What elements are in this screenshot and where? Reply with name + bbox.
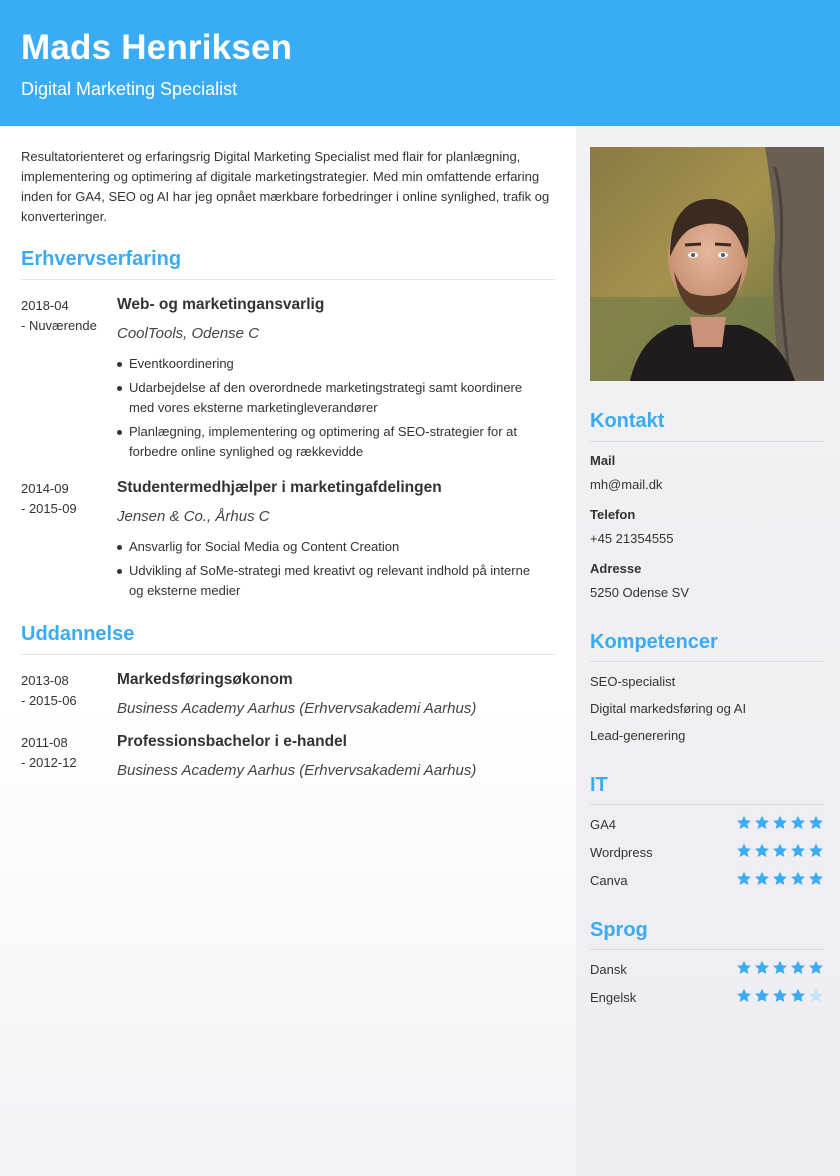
person-name: Mads Henriksen: [21, 28, 293, 67]
it-label: Wordpress: [590, 845, 653, 860]
star-icon: [790, 843, 806, 859]
star-rating: [736, 843, 824, 859]
bullet-item: Eventkoordinering: [117, 354, 547, 374]
star-icon: [808, 871, 824, 887]
address-label: Adresse: [590, 561, 642, 576]
it-divider: [590, 804, 824, 805]
star-icon: [790, 815, 806, 831]
star-rating: [736, 988, 824, 1004]
star-icon: [808, 815, 824, 831]
star-icon: [790, 960, 806, 976]
star-icon: [754, 871, 770, 887]
entry-start: 2018-04: [21, 298, 69, 313]
profile-photo: [590, 147, 824, 381]
bullet-item: Planlægning, implementering og optimering af SEO-strategier for at forbedre online synlighed og rækkevidde: [117, 422, 547, 462]
job-title: Web- og marketingansvarlig: [117, 296, 325, 313]
sidebar: [576, 126, 840, 1176]
star-rating: [736, 815, 824, 831]
contact-divider: [590, 441, 824, 442]
skill-item: Digital markedsføring og AI: [590, 701, 747, 716]
star-icon: [790, 871, 806, 887]
address-value: 5250 Odense SV: [590, 585, 690, 600]
it-row: [590, 843, 824, 863]
star-icon: [736, 960, 752, 976]
it-row: [590, 871, 824, 891]
skills-divider: [590, 661, 824, 662]
it-label: GA4: [590, 817, 617, 832]
phone-label: Telefon: [590, 507, 636, 522]
it-title: IT: [590, 774, 608, 796]
entry-end: - Nuværende: [21, 318, 97, 333]
language-row: [590, 960, 824, 980]
star-icon: [754, 843, 770, 859]
job-bullets: [117, 354, 547, 466]
resume-header: [0, 0, 840, 126]
language-label: Engelsk: [590, 990, 637, 1005]
bullet-item: Udvikling af SoMe-strategi med kreativt og relevant indhold på interne og eksterne medier: [117, 561, 547, 601]
entry-dates: [21, 733, 111, 773]
mail-label: Mail: [590, 453, 616, 468]
star-icon: [772, 988, 788, 1004]
experience-divider: [21, 279, 555, 280]
entry-end: - 2012-12: [21, 755, 77, 770]
it-label: Canva: [590, 873, 628, 888]
language-label: Dansk: [590, 962, 627, 977]
bullet-item: Ansvarlig for Social Media og Content Creation: [117, 537, 547, 557]
education-title: Uddannelse: [21, 623, 135, 645]
entry-dates: [21, 671, 111, 711]
entry-start: 2011-08: [21, 735, 68, 750]
star-rating: [736, 871, 824, 887]
person-role: Digital Marketing Specialist: [21, 79, 238, 99]
profile-photo-illustration: [590, 147, 824, 381]
skill-item: SEO-specialist: [590, 674, 676, 689]
profile-summary: Resultatorienteret og erfaringsrig Digital Marketing Specialist med flair for planlægning, implementering og optimering af digitale marketingstrategier. Med min omfattende erfaring inden for GA4, SEO og AI har jeg opnået mærkbare forbedringer i online synlighed, trafik og konverteringer.: [21, 149, 550, 224]
degree-title: Markedsføringsøkonom: [117, 671, 293, 688]
star-icon: [772, 843, 788, 859]
entry-end: - 2015-06: [21, 693, 77, 708]
languages-divider: [590, 949, 824, 950]
star-icon: [772, 960, 788, 976]
star-icon: [736, 843, 752, 859]
it-row: [590, 815, 824, 835]
star-icon: [754, 815, 770, 831]
star-icon: [736, 815, 752, 831]
language-row: [590, 988, 824, 1008]
star-icon: [754, 960, 770, 976]
entry-start: 2013-08: [21, 673, 69, 688]
school-name: Business Academy Aarhus (Erhvervsakademi Aarhus): [117, 700, 477, 717]
entry-dates: [21, 479, 111, 519]
company-name: Jensen & Co., Århus C: [117, 508, 270, 525]
star-icon: [736, 871, 752, 887]
school-name: Business Academy Aarhus (Erhvervsakademi Aarhus): [117, 762, 477, 779]
entry-dates: [21, 296, 111, 336]
star-icon: [754, 988, 770, 1004]
languages-title: Sprog: [590, 919, 648, 941]
entry-start: 2014-09: [21, 481, 69, 496]
entry-end: - 2015-09: [21, 501, 77, 516]
star-icon: [772, 815, 788, 831]
skills-title: Kompetencer: [590, 631, 718, 653]
star-icon: [772, 871, 788, 887]
star-icon: [808, 960, 824, 976]
skill-item: Lead-generering: [590, 728, 686, 743]
star-icon: [790, 988, 806, 1004]
degree-title: Professionsbachelor i e-handel: [117, 733, 347, 750]
phone-value: +45 21354555: [590, 531, 674, 546]
job-title: Studentermedhjælper i marketingafdelingen: [117, 479, 442, 496]
star-icon: [736, 988, 752, 1004]
star-icon: [808, 988, 824, 1004]
bullet-item: Udarbejdelse af den overordnede marketingstrategi samt koordinere med vores eksterne marketingleverandører: [117, 378, 547, 418]
contact-title: Kontakt: [590, 410, 665, 432]
star-rating: [736, 960, 824, 976]
mail-value: mh@mail.dk: [590, 477, 663, 492]
job-bullets: [117, 537, 547, 605]
company-name: CoolTools, Odense C: [117, 325, 260, 342]
education-divider: [21, 654, 555, 655]
experience-title: Erhvervserfaring: [21, 248, 182, 270]
star-icon: [808, 843, 824, 859]
